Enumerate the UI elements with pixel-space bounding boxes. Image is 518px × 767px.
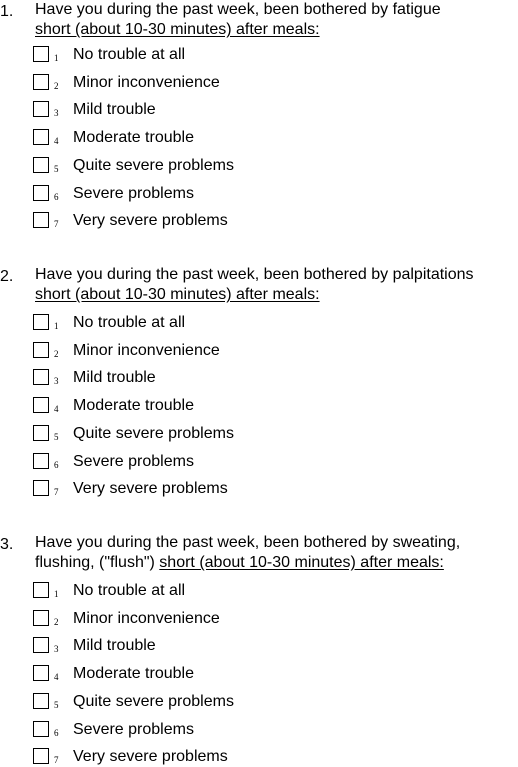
option-label: Moderate trouble — [73, 665, 194, 682]
option-code: 4 — [54, 136, 59, 146]
option-code: 1 — [54, 53, 59, 63]
checkbox[interactable] — [33, 74, 49, 90]
option-label: Very severe problems — [73, 212, 228, 229]
option-code: 5 — [54, 432, 59, 442]
checkbox[interactable] — [33, 342, 49, 358]
option-code: 3 — [54, 644, 59, 654]
question-number: 2. — [0, 268, 14, 285]
checkbox[interactable] — [33, 425, 49, 441]
option-code: 5 — [54, 164, 59, 174]
checkbox[interactable] — [33, 480, 49, 496]
option-label: Moderate trouble — [73, 397, 194, 414]
option-code: 1 — [54, 321, 59, 331]
question-text-line1: Have you during the past week, been bothered by sweating, — [35, 534, 461, 551]
question-timeframe-underlined: short (about 10-30 minutes) after meals: — [35, 286, 320, 303]
option-code: 6 — [54, 460, 59, 470]
checkbox[interactable] — [33, 46, 49, 62]
option-label: Very severe problems — [73, 748, 228, 765]
checkbox[interactable] — [33, 369, 49, 385]
option-label: Minor inconvenience — [73, 610, 220, 627]
question-text — [35, 533, 518, 573]
checkbox[interactable] — [33, 101, 49, 117]
option-code: 3 — [54, 108, 59, 118]
option-code: 4 — [54, 672, 59, 682]
option-code: 3 — [54, 376, 59, 386]
option-code: 2 — [54, 81, 59, 91]
checkbox[interactable] — [33, 610, 49, 626]
option-code: 1 — [54, 589, 59, 599]
question-text — [35, 265, 518, 305]
option-label: Severe problems — [73, 453, 194, 470]
option-label: Quite severe problems — [73, 425, 234, 442]
checkbox[interactable] — [33, 129, 49, 145]
question-text-line1: Have you during the past week, been bothered by fatigue — [35, 1, 441, 18]
option-code: 4 — [54, 404, 59, 414]
option-code: 7 — [54, 487, 59, 497]
option-label: Quite severe problems — [73, 157, 234, 174]
option-label: Very severe problems — [73, 480, 228, 497]
checkbox[interactable] — [33, 693, 49, 709]
option-label: Minor inconvenience — [73, 342, 220, 359]
option-label: Moderate trouble — [73, 129, 194, 146]
option-label: Mild trouble — [73, 637, 156, 654]
question-text — [35, 0, 518, 40]
checkbox[interactable] — [33, 185, 49, 201]
option-label: No trouble at all — [73, 314, 186, 331]
checkbox[interactable] — [33, 721, 49, 737]
option-label: Severe problems — [73, 185, 194, 202]
question-text-plain: flushing, ("flush") — [35, 554, 160, 571]
question-number: 1. — [0, 3, 14, 20]
option-label: Quite severe problems — [73, 693, 234, 710]
question-number: 3. — [0, 536, 14, 553]
option-code: 7 — [54, 755, 59, 765]
checkbox[interactable] — [33, 212, 49, 228]
option-code: 2 — [54, 349, 59, 359]
option-label: Minor inconvenience — [73, 74, 220, 91]
option-label: Mild trouble — [73, 101, 156, 118]
question-text-line2 — [35, 285, 518, 305]
checkbox[interactable] — [33, 582, 49, 598]
checkbox[interactable] — [33, 157, 49, 173]
question-text-line1: Have you during the past week, been bothered by palpitations — [35, 266, 474, 283]
question-text-line2 — [35, 20, 518, 40]
option-code: 5 — [54, 700, 59, 710]
checkbox[interactable] — [33, 637, 49, 653]
option-label: No trouble at all — [73, 582, 186, 599]
option-label: Severe problems — [73, 721, 194, 738]
question-text-line2 — [35, 553, 518, 573]
checkbox[interactable] — [33, 397, 49, 413]
option-label: No trouble at all — [73, 46, 186, 63]
option-label: Mild trouble — [73, 369, 156, 386]
option-code: 7 — [54, 219, 59, 229]
checkbox[interactable] — [33, 665, 49, 681]
question-timeframe-underlined: short (about 10-30 minutes) after meals: — [159, 554, 444, 571]
checkbox[interactable] — [33, 453, 49, 469]
checkbox[interactable] — [33, 314, 49, 330]
option-code: 6 — [54, 728, 59, 738]
checkbox[interactable] — [33, 748, 49, 764]
option-code: 6 — [54, 192, 59, 202]
question-timeframe-underlined: short (about 10-30 minutes) after meals: — [35, 21, 320, 38]
option-code: 2 — [54, 617, 59, 627]
